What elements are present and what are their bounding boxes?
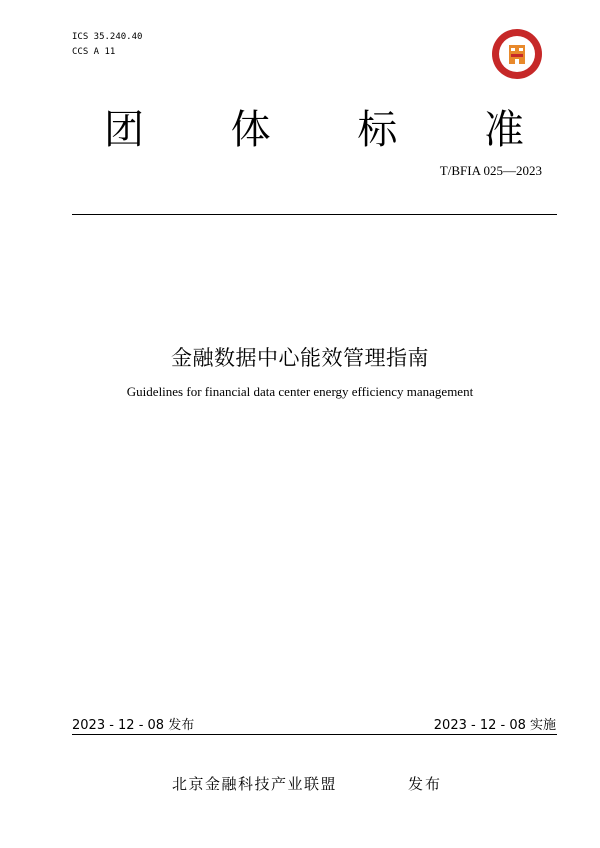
publish-date: 2023 - 12 - 08 发布 — [72, 718, 195, 733]
document-type-char: 准 — [483, 107, 524, 153]
standard-number: T/BFIA 025—2023 — [439, 163, 542, 178]
issue-label: 发布 — [408, 775, 443, 793]
effective-date: 2023 - 12 - 08 实施 — [433, 718, 556, 733]
document-type-char: 团 — [104, 107, 144, 153]
issuer-name: 北京金融科技产业联盟 — [172, 775, 338, 793]
top-divider — [72, 214, 557, 215]
ics-code: ICS 35.240.40 — [72, 32, 143, 42]
title-english: Guidelines for financial data center energy efficiency management — [126, 384, 474, 399]
classification-codes — [72, 30, 142, 60]
document-type-char: 体 — [230, 107, 271, 153]
document-type-char: 标 — [357, 107, 398, 153]
association-seal-icon — [491, 28, 543, 80]
title-chinese: 金融数据中心能效管理指南 — [171, 346, 429, 370]
document-type-title — [104, 106, 524, 154]
bottom-divider — [72, 734, 557, 735]
ccs-code: CCS A 11 — [72, 47, 116, 57]
